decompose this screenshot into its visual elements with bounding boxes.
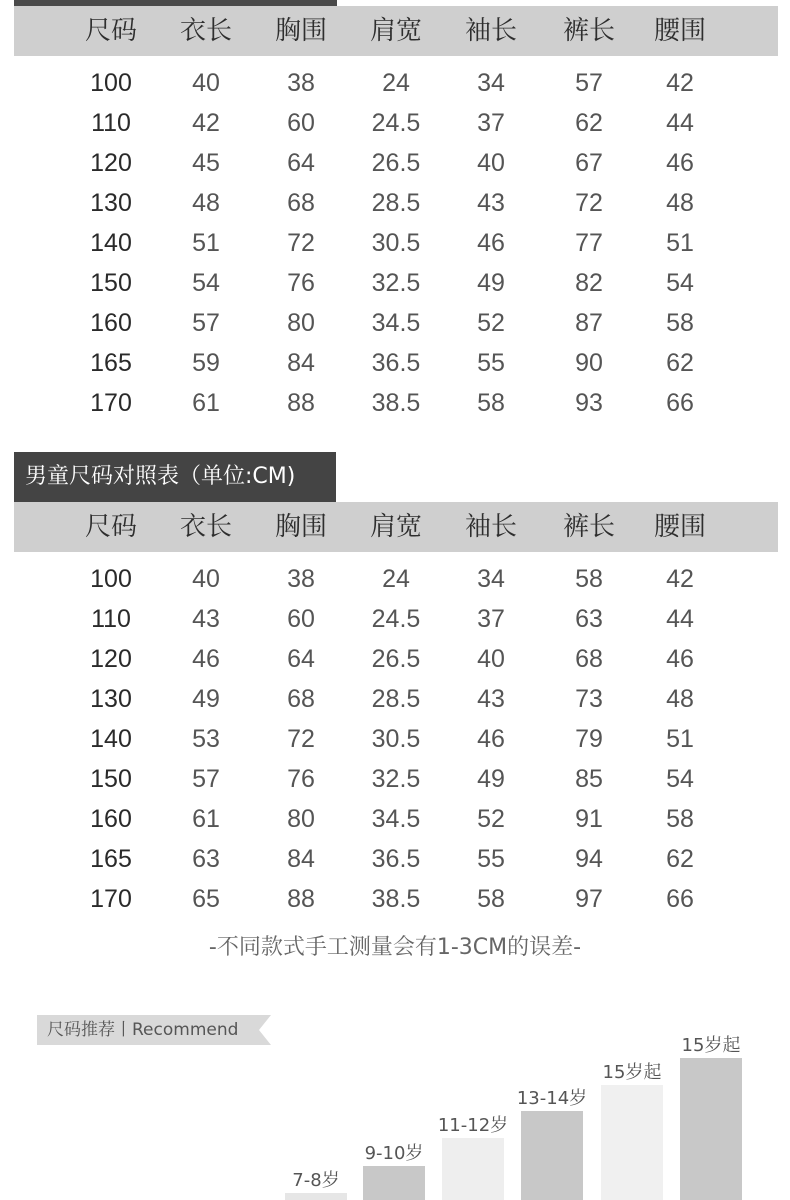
measure-cell: 54 — [666, 765, 694, 793]
column-header: 腰围 — [653, 16, 706, 46]
measure-cell: 24 — [382, 565, 410, 593]
measure-cell: 68 — [575, 645, 603, 673]
measure-cell: 84 — [287, 349, 315, 377]
measurement-note: -不同款式手工测量会有1-3CM的误差- — [208, 935, 582, 960]
size-cell: 170 — [90, 885, 132, 913]
age-bar — [601, 1085, 663, 1200]
measure-cell: 42 — [666, 69, 694, 97]
measure-cell: 60 — [287, 109, 315, 137]
size-cell: 130 — [90, 189, 132, 217]
measure-cell: 26.5 — [371, 645, 421, 673]
measure-cell: 51 — [192, 229, 220, 257]
table-row — [14, 639, 778, 679]
column-header: 肩宽 — [369, 16, 422, 46]
measure-cell: 59 — [192, 349, 220, 377]
measure-cell: 28.5 — [371, 189, 421, 217]
column-header: 腰围 — [653, 512, 706, 542]
table-row — [14, 183, 778, 223]
size-cell: 140 — [90, 229, 132, 257]
measure-cell: 46 — [666, 645, 694, 673]
measure-cell: 58 — [575, 565, 603, 593]
girls-table-header — [14, 6, 778, 56]
measure-cell: 77 — [575, 229, 603, 257]
column-header: 胸围 — [274, 16, 327, 46]
table-row — [14, 383, 778, 423]
measure-cell: 65 — [192, 885, 220, 913]
measure-cell: 67 — [575, 149, 603, 177]
measure-cell: 58 — [666, 309, 694, 337]
measure-cell: 54 — [192, 269, 220, 297]
measure-cell: 58 — [477, 389, 505, 417]
column-header: 裤长 — [562, 16, 615, 46]
measure-cell: 40 — [192, 565, 220, 593]
measure-cell: 64 — [287, 645, 315, 673]
measure-cell: 64 — [287, 149, 315, 177]
measure-cell: 66 — [666, 389, 694, 417]
age-label: 13-14岁 — [516, 1088, 588, 1109]
measure-cell: 76 — [287, 765, 315, 793]
measure-cell: 46 — [477, 229, 505, 257]
measure-cell: 53 — [192, 725, 220, 753]
measure-cell: 24 — [382, 69, 410, 97]
measure-cell: 30.5 — [371, 229, 421, 257]
measure-cell: 38 — [287, 565, 315, 593]
measure-cell: 34 — [477, 565, 505, 593]
age-label: 7-8岁 — [292, 1170, 340, 1191]
table-row — [14, 719, 778, 759]
measure-cell: 79 — [575, 725, 603, 753]
column-header: 尺码 — [84, 16, 137, 46]
measure-cell: 28.5 — [371, 685, 421, 713]
measure-cell: 54 — [666, 269, 694, 297]
measure-cell: 49 — [477, 765, 505, 793]
measure-cell: 37 — [477, 605, 505, 633]
measure-cell: 42 — [666, 565, 694, 593]
column-header: 尺码 — [84, 512, 137, 542]
measure-cell: 57 — [192, 765, 220, 793]
measure-cell: 61 — [192, 389, 220, 417]
age-bar — [363, 1166, 425, 1200]
table-row — [14, 143, 778, 183]
size-cell: 160 — [90, 309, 132, 337]
age-label: 15岁起 — [602, 1062, 662, 1083]
age-label: 9-10岁 — [364, 1143, 424, 1164]
measure-cell: 43 — [477, 685, 505, 713]
measure-cell: 62 — [666, 349, 694, 377]
measure-cell: 58 — [666, 805, 694, 833]
size-cell: 110 — [91, 109, 131, 137]
measure-cell: 55 — [477, 845, 505, 873]
measure-cell: 60 — [287, 605, 315, 633]
table-row — [14, 559, 778, 599]
measure-cell: 30.5 — [371, 725, 421, 753]
table-row — [14, 879, 778, 919]
table-row — [14, 263, 778, 303]
table-row — [14, 599, 778, 639]
size-cell: 100 — [90, 565, 132, 593]
measure-cell: 51 — [666, 229, 694, 257]
measure-cell: 91 — [575, 805, 603, 833]
measure-cell: 88 — [287, 885, 315, 913]
measure-cell: 36.5 — [371, 349, 421, 377]
column-header: 衣长 — [179, 16, 232, 46]
measure-cell: 85 — [575, 765, 603, 793]
measure-cell: 34.5 — [371, 805, 421, 833]
measure-cell: 32.5 — [371, 269, 421, 297]
column-header: 袖长 — [464, 16, 517, 46]
measure-cell: 80 — [287, 309, 315, 337]
measure-cell: 88 — [287, 389, 315, 417]
size-cell: 165 — [90, 845, 132, 873]
measure-cell: 51 — [666, 725, 694, 753]
boys-table-header — [14, 502, 778, 552]
measure-cell: 57 — [575, 69, 603, 97]
size-cell: 130 — [90, 685, 132, 713]
measure-cell: 38.5 — [371, 389, 421, 417]
table-row — [14, 679, 778, 719]
size-cell: 170 — [90, 389, 132, 417]
measure-cell: 38.5 — [371, 885, 421, 913]
measure-cell: 58 — [477, 885, 505, 913]
measure-cell: 34 — [477, 69, 505, 97]
table-row — [14, 223, 778, 263]
table-row — [14, 303, 778, 343]
size-cell: 120 — [90, 149, 132, 177]
age-label: 11-12岁 — [437, 1115, 509, 1136]
measure-cell: 63 — [192, 845, 220, 873]
table-row — [14, 759, 778, 799]
measure-cell: 63 — [575, 605, 603, 633]
size-cell: 120 — [90, 645, 132, 673]
measure-cell: 34.5 — [371, 309, 421, 337]
measure-cell: 48 — [666, 685, 694, 713]
age-bar — [285, 1193, 347, 1200]
measure-cell: 94 — [575, 845, 603, 873]
measure-cell: 45 — [192, 149, 220, 177]
column-header: 袖长 — [464, 512, 517, 542]
measure-cell: 57 — [192, 309, 220, 337]
measure-cell: 40 — [192, 69, 220, 97]
measure-cell: 76 — [287, 269, 315, 297]
age-bar — [442, 1138, 504, 1200]
measure-cell: 90 — [575, 349, 603, 377]
measure-cell: 48 — [192, 189, 220, 217]
measure-cell: 40 — [477, 149, 505, 177]
measure-cell: 72 — [287, 229, 315, 257]
column-header: 裤长 — [562, 512, 615, 542]
size-cell: 140 — [90, 725, 132, 753]
measure-cell: 44 — [666, 109, 694, 137]
measure-cell: 72 — [575, 189, 603, 217]
measure-cell: 24.5 — [371, 605, 421, 633]
measure-cell: 52 — [477, 309, 505, 337]
measure-cell: 97 — [575, 885, 603, 913]
measure-cell: 52 — [477, 805, 505, 833]
measure-cell: 68 — [287, 189, 315, 217]
measure-cell: 37 — [477, 109, 505, 137]
measure-cell: 61 — [192, 805, 220, 833]
column-header: 胸围 — [274, 512, 327, 542]
measure-cell: 38 — [287, 69, 315, 97]
column-header: 衣长 — [179, 512, 232, 542]
table-row — [14, 799, 778, 839]
measure-cell: 93 — [575, 389, 603, 417]
size-cell: 100 — [90, 69, 132, 97]
measure-cell: 49 — [477, 269, 505, 297]
table-row — [14, 839, 778, 879]
size-cell: 150 — [90, 765, 132, 793]
measure-cell: 73 — [575, 685, 603, 713]
measure-cell: 62 — [666, 845, 694, 873]
measure-cell: 46 — [477, 725, 505, 753]
size-cell: 150 — [90, 269, 132, 297]
boys-table-title: 男童尺码对照表（单位:CM) — [14, 452, 336, 502]
measure-cell: 24.5 — [371, 109, 421, 137]
size-cell: 160 — [90, 805, 132, 833]
measure-cell: 26.5 — [371, 149, 421, 177]
age-bar — [680, 1058, 742, 1200]
table-row — [14, 343, 778, 383]
size-cell: 165 — [90, 349, 132, 377]
measure-cell: 49 — [192, 685, 220, 713]
column-header: 肩宽 — [369, 512, 422, 542]
measure-cell: 36.5 — [371, 845, 421, 873]
measure-cell: 68 — [287, 685, 315, 713]
measure-cell: 46 — [192, 645, 220, 673]
size-cell: 110 — [91, 605, 131, 633]
measure-cell: 66 — [666, 885, 694, 913]
measure-cell: 43 — [192, 605, 220, 633]
table-row — [14, 63, 778, 103]
recommend-label — [37, 1015, 271, 1045]
measure-cell: 87 — [575, 309, 603, 337]
recommend-label-text: 尺码推荐丨Recommend — [47, 1020, 239, 1040]
measure-cell: 40 — [477, 645, 505, 673]
measure-cell: 82 — [575, 269, 603, 297]
measure-cell: 42 — [192, 109, 220, 137]
table-row — [14, 103, 778, 143]
measure-cell: 44 — [666, 605, 694, 633]
measure-cell: 80 — [287, 805, 315, 833]
measure-cell: 55 — [477, 349, 505, 377]
measure-cell: 84 — [287, 845, 315, 873]
age-bar — [521, 1111, 583, 1200]
measure-cell: 43 — [477, 189, 505, 217]
measure-cell: 46 — [666, 149, 694, 177]
age-label: 15岁起 — [681, 1035, 741, 1056]
measure-cell: 32.5 — [371, 765, 421, 793]
measure-cell: 62 — [575, 109, 603, 137]
measure-cell: 72 — [287, 725, 315, 753]
measure-cell: 48 — [666, 189, 694, 217]
